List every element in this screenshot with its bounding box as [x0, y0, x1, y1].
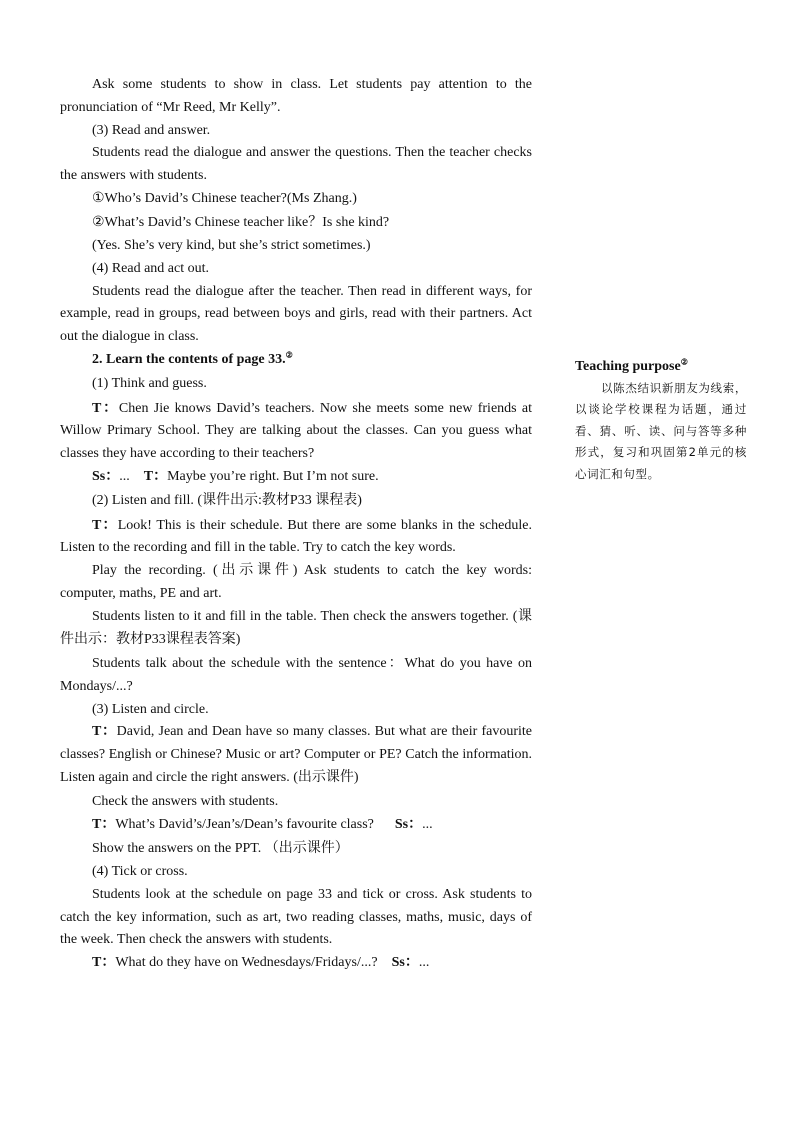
- section-title-text: 2. Learn the contents of page 33.: [92, 352, 286, 368]
- students-label: Ss：: [394, 817, 423, 832]
- teacher-label: T：: [92, 724, 117, 740]
- teacher-speech: What do they have on Wednesdays/Fridays/...?: [115, 955, 378, 971]
- teacher-label: T：: [92, 817, 116, 832]
- paragraph: Students talk about the schedule with the sentence：What do you have on Mondays/...?: [60, 655, 532, 694]
- step-heading: (2) Listen and fill. (课件出示:教材P33 课程表): [92, 493, 362, 509]
- students-speech: ...: [418, 955, 430, 971]
- teacher-speech: Look! This is their schedule. But there are some blanks in the schedule. Listen to the recording and fill in the table. Try to catch the key words.: [60, 517, 533, 556]
- paragraph: Students read the dialogue after the teacher. Then read in different ways, for example, read in groups, read between boys and girls, read with their partners. Act out the dialogue in class.: [60, 283, 532, 345]
- margin-note-body: 以陈杰结识新朋友为线索，以谈论学校课程为话题，通过看、猜、听、读、问与答等多种形式，复习和巩固第2单元的核心词汇和句型。: [575, 381, 747, 481]
- question-2-answer: (Yes. She’s very kind, but she’s strict sometimes.): [92, 238, 371, 254]
- teacher-speech: David, Jean and Dean have so many classes. But what are their favourite classes? English or Chinese? Music or art? Computer or PE? Catch the information. Listen again and circle the right answers. (出示课件): [60, 724, 533, 785]
- main-column: [60, 74, 532, 975]
- teacher-label: T：: [92, 400, 119, 416]
- section-title: [60, 349, 532, 372]
- students-label: Ss：: [92, 469, 120, 485]
- teacher-label: T：: [92, 955, 116, 971]
- dialogue-line: [60, 814, 532, 837]
- step-heading: (1) Think and guess.: [92, 376, 207, 392]
- dialogue-line: [60, 466, 532, 489]
- step-heading: (4) Read and act out.: [92, 260, 210, 276]
- teacher-speech: Maybe you’re right. But I’m not sure.: [167, 469, 379, 485]
- teacher-speech: What’s David’s/Jean’s/Dean’s favourite class?: [115, 817, 374, 832]
- students-speech: ...: [119, 469, 130, 485]
- step-heading: (3) Read and answer.: [92, 122, 211, 138]
- students-label: Ss：: [391, 955, 419, 971]
- paragraph: Students look at the schedule on page 33 and tick or cross. Ask students to catch the key information, such as art, two reading classes, maths, music, days of the week. Then check the answers with students.: [60, 886, 532, 948]
- step-heading: (4) Tick or cross.: [92, 864, 188, 880]
- paragraph: Play the recording. (出示课件) Ask students to catch the key words: computer, maths, PE and art.: [60, 563, 532, 602]
- teacher-line: [60, 721, 532, 789]
- paragraph: Show the answers on the PPT. （出示课件）: [92, 841, 349, 857]
- paragraph: Students read the dialogue and answer the questions. Then the teacher checks the answers with students.: [60, 145, 532, 184]
- question-1: ①Who’s David’s Chinese teacher?(Ms Zhang.): [92, 190, 357, 206]
- dialogue-line: [60, 952, 532, 975]
- teacher-line: [60, 515, 532, 561]
- paragraph: Check the answers with students.: [92, 794, 279, 810]
- students-speech: ...: [422, 817, 433, 832]
- question-2: ②What’s David’s Chinese teacher like？Is she kind?: [92, 215, 390, 231]
- teacher-label: T：: [143, 469, 168, 485]
- margin-note-title: [575, 356, 747, 378]
- teacher-speech: Chen Jie knows David’s teachers. Now she meets some new friends at Willow Primary School. They are talking about the classes. Can you guess what classes they have according to their teachers?: [60, 400, 532, 462]
- margin-note-title-text: Teaching purpose: [575, 359, 681, 374]
- teacher-label: T：: [92, 517, 118, 533]
- paragraph: Ask some students to show in class. Let students pay attention to the pronunciation of “Mr Reed, Mr Kelly”.: [60, 77, 532, 115]
- footnote-mark: ②: [680, 357, 688, 367]
- step-heading: (3) Listen and circle.: [92, 701, 209, 717]
- margin-note: [575, 356, 747, 485]
- paragraph: Students listen to it and fill in the table. Then check the answers together. (课件出示：教材P33课程表答案): [60, 608, 532, 647]
- teacher-line: [60, 398, 532, 466]
- footnote-mark: ②: [285, 350, 293, 360]
